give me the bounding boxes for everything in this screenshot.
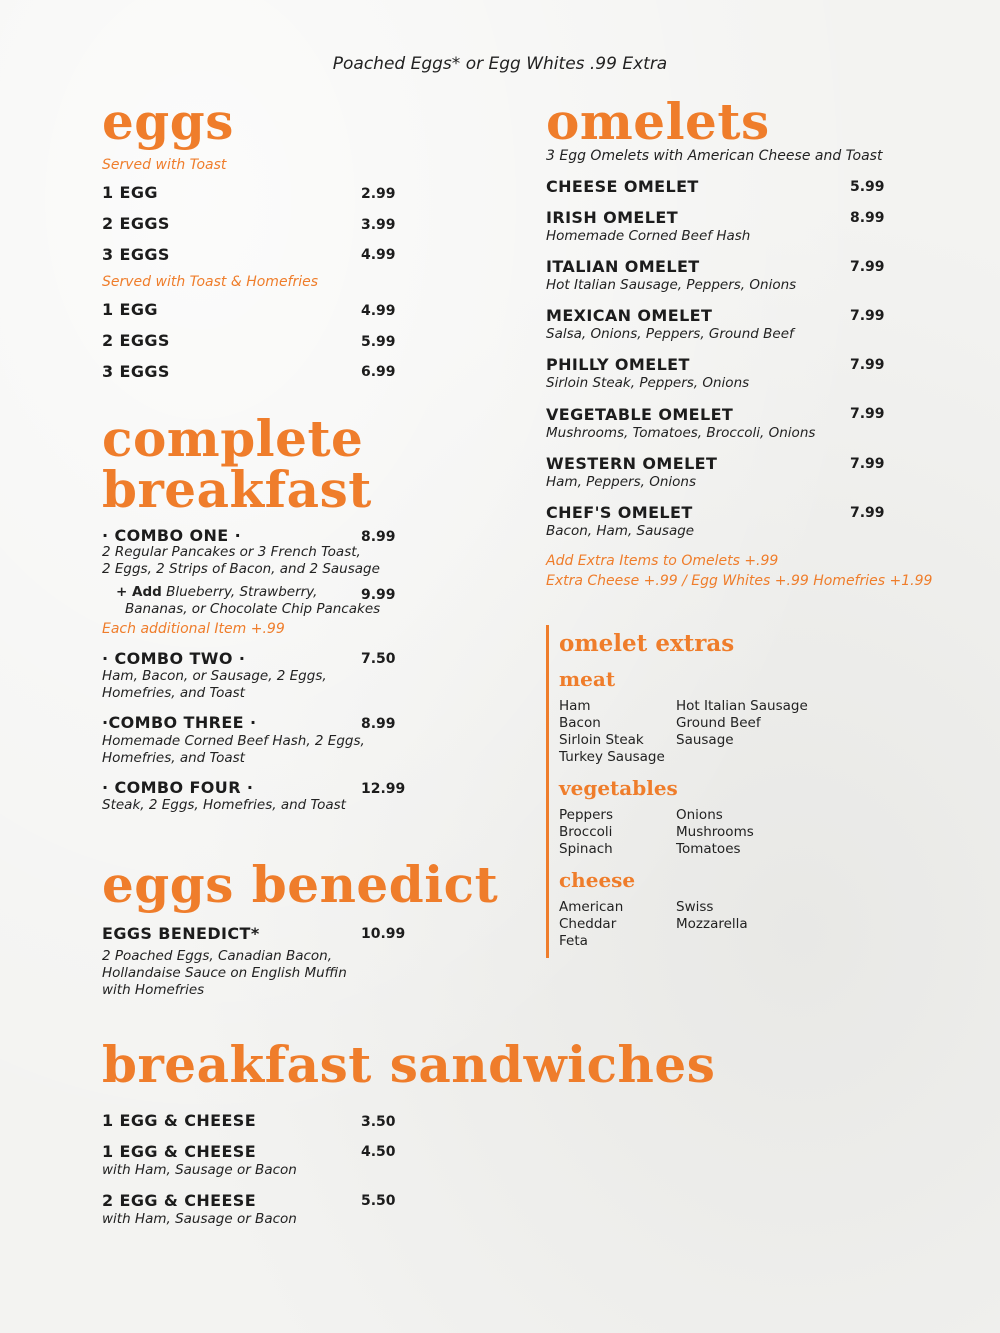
egg-item-price: 5.99 xyxy=(361,334,396,350)
desc-line: 2 Regular Pancakes or 3 French Toast, xyxy=(102,544,361,560)
egg-item-name: 3 EGGS xyxy=(102,245,170,264)
extras-heading: omelet extras xyxy=(559,630,735,657)
cheese-option: Cheddar xyxy=(559,916,617,932)
eggs-heading: eggs xyxy=(102,92,234,151)
meat-option: Turkey Sausage xyxy=(559,749,665,765)
combo-four-name: · COMBO FOUR · xyxy=(102,778,254,797)
complete-heading-line1: complete xyxy=(102,409,364,468)
desc-line: Steak, 2 Eggs, Homefries, and Toast xyxy=(102,797,346,813)
complete-heading-line2: breakfast xyxy=(102,460,372,519)
sandwich-price: 4.50 xyxy=(361,1144,396,1160)
desc-line: 2 Eggs, 2 Strips of Bacon, and 2 Sausage xyxy=(102,561,380,577)
add-on-price: 9.99 xyxy=(361,587,396,603)
egg-item-price: 2.99 xyxy=(361,186,396,202)
meat-list-col1 xyxy=(559,698,665,766)
sandwich-price: 5.50 xyxy=(361,1193,396,1209)
extras-divider xyxy=(546,625,549,958)
meat-heading: meat xyxy=(559,667,616,691)
benedict-name: EGGS BENEDICT* xyxy=(102,924,260,943)
desc-line: Homefries, and Toast xyxy=(102,750,245,766)
vegetables-heading: vegetables xyxy=(559,776,678,800)
omelet-name: ITALIAN OMELET xyxy=(546,257,700,276)
cheese-list-col2 xyxy=(676,899,748,933)
meat-list-col2 xyxy=(676,698,808,749)
eggs-subtitle-homefries: Served with Toast & Homefries xyxy=(102,274,319,290)
benedict-desc xyxy=(102,948,347,999)
omelet-desc: Hot Italian Sausage, Peppers, Onions xyxy=(546,277,797,293)
omelets-subtitle: 3 Egg Omelets with American Cheese and Toast xyxy=(546,148,883,164)
vegetable-option: Spinach xyxy=(559,841,613,857)
meat-option: Ground Beef xyxy=(676,715,761,731)
benedict-heading: eggs benedict xyxy=(102,855,499,914)
combo-two-price: 7.50 xyxy=(361,651,396,667)
sandwich-desc: with Ham, Sausage or Bacon xyxy=(102,1162,297,1178)
omelet-price: 7.99 xyxy=(850,308,885,324)
omelets-heading: omelets xyxy=(546,92,770,151)
omelet-name: CHEF'S OMELET xyxy=(546,503,693,522)
add-line2: Bananas, or Chocolate Chip Pancakes xyxy=(125,601,381,617)
omelet-name: IRISH OMELET xyxy=(546,208,679,227)
cheese-option: Swiss xyxy=(676,899,714,915)
omelet-name: MEXICAN OMELET xyxy=(546,306,713,325)
vegetable-option: Onions xyxy=(676,807,723,823)
omelet-name: CHEESE OMELET xyxy=(546,177,699,196)
omelet-desc: Sirloin Steak, Peppers, Onions xyxy=(546,375,750,391)
meat-option: Hot Italian Sausage xyxy=(676,698,808,714)
omelet-desc: Bacon, Ham, Sausage xyxy=(546,523,695,539)
add-prefix: + Add xyxy=(116,584,162,600)
sandwich-name: 2 EGG & CHEESE xyxy=(102,1191,257,1210)
vegetables-list-col2 xyxy=(676,807,754,858)
each-additional-note: Each additional Item +.99 xyxy=(102,621,285,637)
egg-item-price: 4.99 xyxy=(361,247,396,263)
combo-two-desc xyxy=(102,668,327,702)
meat-option: Sausage xyxy=(676,732,734,748)
combo-one-name: · COMBO ONE · xyxy=(102,526,242,545)
omelet-price: 8.99 xyxy=(850,210,885,226)
sandwich-price: 3.50 xyxy=(361,1114,396,1130)
cheese-option: American xyxy=(559,899,624,915)
meat-option: Ham xyxy=(559,698,591,714)
omelet-name: WESTERN OMELET xyxy=(546,454,718,473)
desc-line: Homefries, and Toast xyxy=(102,685,245,701)
add-on-desc xyxy=(116,584,380,618)
desc-line: Hollandaise Sauce on English Muffin xyxy=(102,965,347,981)
cheese-heading: cheese xyxy=(559,868,636,892)
omelet-extra-note: Add Extra Items to Omelets +.99 xyxy=(546,553,779,569)
vegetable-option: Broccoli xyxy=(559,824,613,840)
vegetable-option: Peppers xyxy=(559,807,613,823)
cheese-option: Feta xyxy=(559,933,588,949)
omelet-name: VEGETABLE OMELET xyxy=(546,405,734,424)
cheese-option: Mozzarella xyxy=(676,916,748,932)
omelet-price: 5.99 xyxy=(850,179,885,195)
omelet-name: PHILLY OMELET xyxy=(546,355,690,374)
omelet-desc: Mushrooms, Tomatoes, Broccoli, Onions xyxy=(546,425,816,441)
omelet-desc: Salsa, Onions, Peppers, Ground Beef xyxy=(546,326,794,342)
meat-option: Bacon xyxy=(559,715,601,731)
desc-line: Homemade Corned Beef Hash, 2 Eggs, xyxy=(102,733,365,749)
sandwich-desc: with Ham, Sausage or Bacon xyxy=(102,1211,297,1227)
omelet-price: 7.99 xyxy=(850,259,885,275)
combo-one-desc xyxy=(102,544,380,578)
vegetable-option: Mushrooms xyxy=(676,824,754,840)
omelet-price: 7.99 xyxy=(850,456,885,472)
egg-item-price: 6.99 xyxy=(361,364,396,380)
eggs-subtitle-toast: Served with Toast xyxy=(102,157,227,173)
benedict-price: 10.99 xyxy=(361,926,406,942)
desc-line: with Homefries xyxy=(102,982,205,998)
combo-four-desc xyxy=(102,797,346,814)
egg-item-price: 3.99 xyxy=(361,217,396,233)
desc-line: 2 Poached Eggs, Canadian Bacon, xyxy=(102,948,333,964)
egg-item-name: 2 EGGS xyxy=(102,214,170,233)
egg-item-name: 3 EGGS xyxy=(102,362,170,381)
meat-option: Sirloin Steak xyxy=(559,732,644,748)
combo-three-desc xyxy=(102,733,365,767)
egg-item-price: 4.99 xyxy=(361,303,396,319)
vegetable-option: Tomatoes xyxy=(676,841,741,857)
vegetables-list-col1 xyxy=(559,807,613,858)
egg-item-name: 1 EGG xyxy=(102,183,158,202)
top-note: Poached Eggs* or Egg Whites .99 Extra xyxy=(332,54,668,74)
combo-two-name: · COMBO TWO · xyxy=(102,649,246,668)
omelet-price: 7.99 xyxy=(850,406,885,422)
sandwich-name: 1 EGG & CHEESE xyxy=(102,1111,257,1130)
omelet-desc: Homemade Corned Beef Hash xyxy=(546,228,751,244)
omelet-desc: Ham, Peppers, Onions xyxy=(546,474,696,490)
sandwiches-heading: breakfast sandwiches xyxy=(102,1035,716,1094)
combo-four-price: 12.99 xyxy=(361,781,406,797)
omelet-extra-prices: Extra Cheese +.99 / Egg Whites +.99 Homefries +1.99 xyxy=(546,573,933,589)
egg-item-name: 2 EGGS xyxy=(102,331,170,350)
omelet-price: 7.99 xyxy=(850,505,885,521)
sandwich-name: 1 EGG & CHEESE xyxy=(102,1142,257,1161)
egg-item-name: 1 EGG xyxy=(102,300,158,319)
combo-three-name: ·COMBO THREE · xyxy=(102,713,257,732)
add-line1: Blueberry, Strawberry, xyxy=(166,584,318,600)
omelet-price: 7.99 xyxy=(850,357,885,373)
combo-one-price: 8.99 xyxy=(361,529,396,545)
desc-line: Ham, Bacon, or Sausage, 2 Eggs, xyxy=(102,668,327,684)
cheese-list-col1 xyxy=(559,899,623,950)
combo-three-price: 8.99 xyxy=(361,716,396,732)
